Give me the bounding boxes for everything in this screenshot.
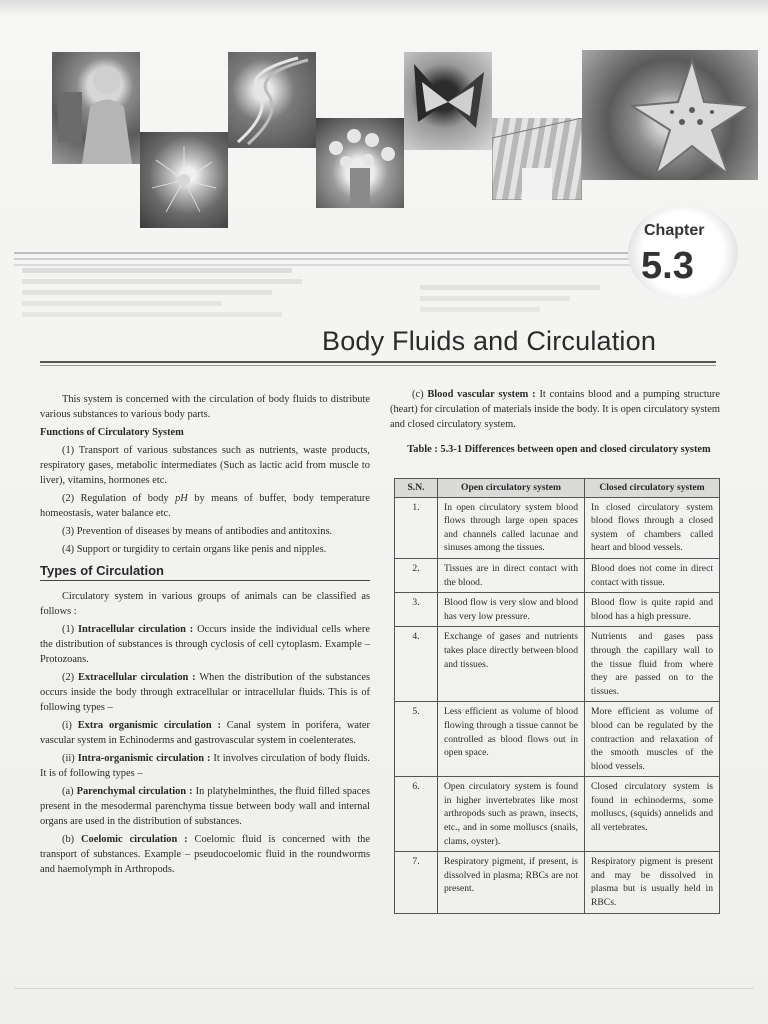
closed-cell: Closed circulatory system is found in echinoderms, some molluscs, (squids) annelids and all vertebrates.	[585, 777, 720, 852]
row-number: 6.	[395, 777, 438, 852]
function-item: (2) Regulation of body pH by means of buffer, body temperature homeostasis, water balance etc.	[40, 493, 370, 519]
page-bottom-rule	[14, 988, 754, 989]
intro-paragraph: This system is concerned with the circulation of body fluids to distribute various substances to various body parts.	[40, 394, 370, 420]
page-title: Body Fluids and Circulation	[322, 326, 657, 356]
types-heading: Types of Circulation	[40, 563, 370, 581]
function-item: (3) Prevention of diseases by means of antibodies and antitoxins.	[62, 526, 333, 537]
table-row	[395, 593, 720, 627]
row-number: 4.	[395, 627, 438, 702]
table-row	[395, 777, 720, 852]
starfish-photo	[582, 50, 758, 180]
column-header-open: Open circulatory system	[438, 479, 585, 498]
coelomic-paragraph: (b) Coelomic circulation : Coelomic fluid is concerned with the transport of substances. Example – pseudocoelomic fluid in the roundworms and haemolymph in Arthropods.	[40, 834, 370, 875]
open-cell: Exchange of gases and nutrients takes place directly between blood and tissues.	[438, 627, 585, 702]
open-cell: Open circulatory system is found in higher invertebrates like most arthropods such as prawn, insects, etc., and in some molluscs (snails, clams, oyster).	[438, 777, 585, 852]
function-item: (1) Transport of various substances such as nutrients, waste products, respiratory gases, metabolic intermediates (Such as lactic acid from muscle to liver), vitamins, hormones etc.	[40, 445, 370, 486]
closed-cell: More efficient as volume of blood can be regulated by the contraction and relaxation of the smooth muscles of the blood vessels.	[585, 702, 720, 777]
column-header-sn: S.N.	[395, 479, 438, 498]
row-number: 7.	[395, 852, 438, 913]
header-rule-3	[14, 264, 634, 266]
header-rule	[14, 252, 634, 254]
table-row	[395, 852, 720, 913]
bleed-through-text	[22, 268, 312, 317]
bleed-through-text-right	[420, 285, 620, 312]
row-number: 3.	[395, 593, 438, 627]
right-column	[390, 387, 720, 432]
lab-scientist-photo	[52, 52, 140, 164]
function-item: (4) Support or turgidity to certain organs like penis and nipples.	[62, 544, 327, 555]
title-rule-thin	[40, 365, 716, 366]
extracellular-paragraph: (2) Extracellular circulation : When the distribution of the substances occurs inside the body through extracellular or intracellular fluids. This is of following types –	[40, 672, 371, 713]
closed-cell: Blood flow is quite rapid and blood has a high pressure.	[585, 593, 720, 627]
chapter-number: 5.3	[641, 245, 694, 287]
table-row	[395, 558, 720, 592]
table-header-row	[395, 479, 720, 498]
dandelion-photo	[140, 132, 228, 228]
closed-cell: Nutrients and gases pass through the capillary wall to the tissue fluid from where they are passed on to the tissues.	[585, 627, 720, 702]
header-rule-2	[14, 258, 634, 260]
open-cell: Respiratory pigment, if present, is dissolved in plasma; RBCs are not present.	[438, 852, 585, 913]
dna-helix-photo	[228, 52, 316, 148]
blood-vascular-paragraph: (c) Blood vascular system : It contains blood and a pumping structure (heart) for circulation of materials inside the body. It is open circulatory system and closed circulatory system.	[390, 389, 720, 430]
functions-heading: Functions of Circulatory System	[40, 427, 184, 438]
butterfly-photo	[404, 52, 492, 150]
comparison-table	[394, 478, 720, 914]
closed-cell: Respiratory pigment is present and may be dissolved in plasma but is usually held in RBCs.	[585, 852, 720, 913]
table-caption: Table : 5.3-1 Differences between open and closed circulatory system	[407, 444, 711, 455]
types-intro: Circulatory system in various groups of animals can be classified as follows :	[40, 591, 370, 617]
title-rule	[40, 361, 716, 363]
closed-cell: Blood does not come in direct contact with tissue.	[585, 558, 720, 592]
open-cell: In open circulatory system blood flows through large open spaces and channels called lacunae and sinuses among the tissues.	[438, 497, 585, 558]
greenhouse-photo	[492, 118, 582, 200]
column-header-closed: Closed circulatory system	[585, 479, 720, 498]
row-number: 2.	[395, 558, 438, 592]
chapter-label: Chapter	[644, 222, 705, 239]
table-row	[395, 497, 720, 558]
open-cell: Tissues are in direct contact with the blood.	[438, 558, 585, 592]
open-cell: Blood flow is very slow and blood has very low pressure.	[438, 593, 585, 627]
coral-polyp-photo	[316, 118, 404, 208]
closed-cell: In closed circulatory system blood flows through a closed system of chambers called heart and blood vessels.	[585, 497, 720, 558]
intracellular-paragraph: (1) Intracellular circulation : Occurs inside the individual cells where the distribution of substances is through cyclosis of cell cytoplasm. Example – Protozoans.	[40, 624, 370, 665]
table-row	[395, 702, 720, 777]
intra-organismic-paragraph: (ii) Intra-organismic circulation : It involves circulation of body fluids. It is of following types –	[40, 753, 371, 779]
table-row	[395, 627, 720, 702]
parenchymal-paragraph: (a) Parenchymal circulation : In platyhelminthes, the fluid filled spaces present in the mesodermal parenchyma tissue between body wall and internal organs are used in the distribution of substances.	[40, 786, 370, 827]
row-number: 5.	[395, 702, 438, 777]
extra-organismic-paragraph: (i) Extra organismic circulation : Canal system in porifera, water vascular system in Echinoderms and gastrovascular system in coelenterates.	[40, 720, 370, 746]
open-cell: Less efficient as volume of blood flowing through a tissue cannot be controlled as blood flows out in open space.	[438, 702, 585, 777]
left-column	[40, 392, 370, 880]
row-number: 1.	[395, 497, 438, 558]
